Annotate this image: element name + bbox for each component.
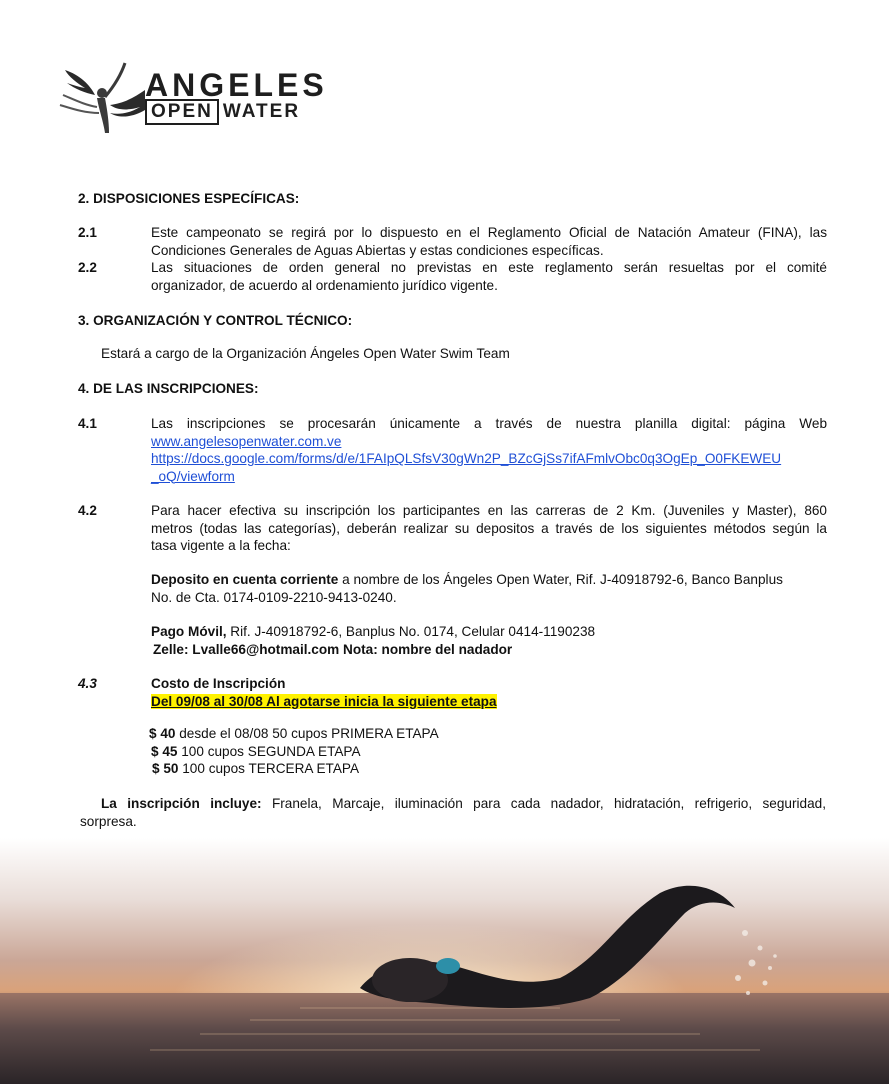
website-link[interactable]: www.angelesopenwater.com.ve: [151, 433, 342, 449]
includes-block: [80, 795, 826, 830]
mobile-pay-text: Rif. J-40918792-6, Banplus No. 0174, Celular 0414-1190238: [226, 624, 596, 639]
item-2-2-number: 2.2: [78, 260, 97, 275]
price-3-text: 100 cupos TERCERA ETAPA: [178, 761, 360, 776]
item-2-2-line1: Las situaciones de orden general no previstas en este reglamento serán resueltas por el comité: [151, 260, 827, 275]
mobile-pay-label: Pago Móvil,: [151, 624, 227, 639]
includes-text: Franela, Marcaje, iluminación para cada nadador, hidratación, refrigerio, seguridad,: [261, 796, 826, 811]
price-1-amount: $ 40: [149, 726, 176, 741]
swimmer-photo: [0, 838, 889, 1084]
item-2-2-text: [151, 259, 827, 294]
price-1-text: desde el 08/08 50 cupos PRIMERA ETAPA: [175, 726, 439, 741]
swimmer-sunset-image: [0, 838, 889, 1084]
item-4-1-number: 4.1: [78, 416, 97, 431]
deposit-label: Deposito en cuenta corriente: [151, 572, 339, 587]
includes-line2: sorpresa.: [80, 813, 137, 829]
section-2-title: 2. DISPOSICIONES ESPECÍFICAS:: [78, 191, 300, 206]
item-2-1-number: 2.1: [78, 225, 97, 240]
logo-open: OPEN: [145, 99, 219, 125]
angel-wings-icon: [55, 55, 150, 135]
item-4-2-line2: metros (todas las categorías), deberán realizar su depositos a través de los siguientes métodos según la: [151, 520, 827, 536]
deposit-text: a nombre de los Ángeles Open Water, Rif. J-40918792-6, Banco Banplus: [338, 572, 783, 587]
logo: [55, 55, 355, 135]
zelle-line: Zelle: Lvalle66@hotmail.com Nota: nombre del nadador: [153, 641, 513, 657]
deposit-block: [151, 571, 827, 606]
google-form-link-cont[interactable]: _oQ/viewform: [151, 468, 235, 484]
logo-angeles: ANGELES: [145, 67, 328, 103]
price-2-amount: $ 45: [151, 743, 178, 759]
price-3-amount: $ 50: [152, 761, 179, 776]
includes-label: La inscripción incluye:: [101, 796, 262, 811]
item-4-2-line3: tasa vigente a la fecha:: [151, 538, 291, 553]
item-4-2-line1: Para hacer efectiva su inscripción los participantes en las carreras de 2 Km. (Juveniles y Master), 860: [151, 503, 827, 518]
item-2-1-line2: Condiciones Generales de Aguas Abiertas y estas condiciones específicas.: [151, 242, 604, 258]
item-4-3-number: 4.3: [78, 676, 97, 691]
google-form-link[interactable]: https://docs.google.com/forms/d/e/1FAIpQLSfsV30gWn2P_BZcGjSs7ifAFmlvObc0q3OgEp_O0FKEWEU: [151, 451, 782, 466]
section-4-title: 4. DE LAS INSCRIPCIONES:: [78, 381, 259, 396]
mobile-pay-block: [151, 623, 827, 658]
item-2-1-line1: Este campeonato se regirá por lo dispuesto en el Reglamento Oficial de Natación Amateur (FINA), las: [151, 225, 827, 240]
cost-dates: Del 09/08 al 30/08 Al agotarse inicia la siguiente etapa: [151, 693, 497, 709]
item-4-2-number: 4.2: [78, 503, 97, 518]
item-2-2-line2: organizador, de acuerdo al ordenamiento jurídico vigente.: [151, 277, 498, 293]
price-list: [149, 725, 439, 778]
item-4-2-text: [151, 502, 827, 555]
section-3-text: Estará a cargo de la Organización Ángeles Open Water Swim Team: [101, 346, 510, 361]
item-4-1-text: [151, 415, 827, 485]
price-2-text: 100 cupos SEGUNDA ETAPA: [177, 743, 361, 759]
cost-title: Costo de Inscripción: [151, 676, 286, 691]
item-2-1-text: [151, 224, 827, 259]
logo-water: WATER: [222, 101, 301, 122]
deposit-account: No. de Cta. 0174-0109-2210-9413-0240.: [151, 589, 397, 605]
cost-block: [151, 675, 827, 710]
item-4-1-line1: Las inscripciones se procesarán únicamente a través de nuestra planilla digital: página Web: [151, 416, 827, 431]
section-3-title: 3. ORGANIZACIÓN Y CONTROL TÉCNICO:: [78, 313, 353, 328]
